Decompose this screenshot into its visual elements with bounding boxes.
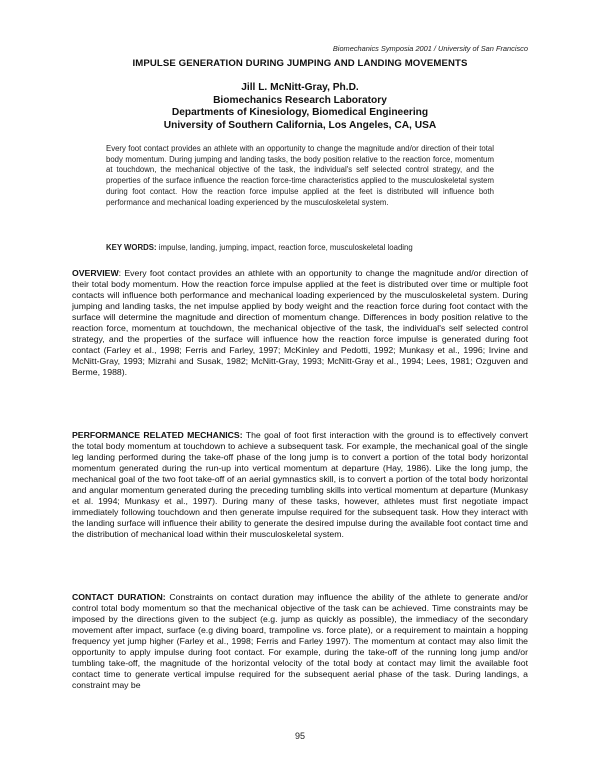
author-departments: Departments of Kinesiology, Biomedical Engineering [171, 107, 429, 119]
section-body: The goal of foot first interaction with the ground is to effectively convert the total body momentum at touchdown to achieve a subsequent task. For example, the mechanical goal of the single leg landing performed during the take-off phase of the long jump is to convert a portion of the total body horizontal momentum generated during the run-up into vertical momentum at departure (Hay, 1986). Like the long jump, the mechanical goal of the two foot take-off of an aerial gymnastics skill, is to convert a portion of the total body horizontal and angular momentum generated during the preceding tumbling skills into vertical momentum at departure (Munkasy et al. 1994; Munkasy et al., 1997). During many of these tasks, however, athletes must first negotiate impact immediately following touchdown and then generate impulse required for the subsequent task. How they interact with the landing surface will influence their ability to generate the desired impulse during the available foot contact time and the distribution of mechanical load within their musculoskeletal system. [72, 430, 528, 540]
section-heading-separator: : [118, 268, 122, 278]
author-university: University of Southern California, Los Angeles, CA, USA [163, 119, 437, 131]
section-performance-related-mechanics [72, 430, 528, 540]
paper-title: IMPULSE GENERATION DURING JUMPING AND LANDING MOVEMENTS [132, 58, 468, 69]
section-body: Constraints on contact duration may influence the ability of the athlete to generate and/or control total body momentum so that the mechanical objective of the task can be achieved. Time constraints may be imposed by the directions given to the subject (e.g. jump as quickly as possible), the immediacy of the secondary movement after impact, surface (e.g diving board, trampoline vs. force plate), or a requirement to maintain a hopping frequency yet jump higher (Farley et al., 1998; Ferris and Farley 1997). The momentum at contact may also limit the opportunity to apply impulse during foot contact. For example, during the take-off of the running long jump and/or tumbling take-off, the magnitude of the horizontal velocity of the total body at contact may limit the available foot contact time to generate vertical impulse required for the subsequent aerial phase of the task. During landings, a constraint may be [72, 592, 528, 691]
section-body: Every foot contact provides an athlete with an opportunity to change the magnitude and/or direction of their total body momentum. How the reaction force impulse applied at the feet is distributed over time or multiple foot contacts will influence both performance and mechanical loading experienced by the musculoskeletal system. During jumping and landing tasks, the net impulse applied by body weight and the reaction force during foot contact with the surface will determine the magnitude and direction of momentum change. Differences in body position relative to the reaction force, momentum at touchdown, the mechanical objective of the task, the individual's self selected control strategy, and the properties of the surface will influence how the reaction force impulse is generated during foot contact (Farley et al., 1998; Ferris and Farley, 1997; McKinley and Pedotti, 1992; Munkasy et al., 1996; Irvine and McNitt-Gray, 1993; Mizrahi and Susak, 1982; McNitt-Gray, 1993; McNitt-Gray et al., 1994; Lees, 1981; Ozguven and Berme, 1988). [72, 268, 528, 378]
keywords [106, 243, 510, 253]
author-block [72, 82, 528, 132]
author-lab: Biomechanics Research Laboratory [213, 94, 387, 106]
keywords-label: KEY WORDS: [106, 243, 157, 252]
section-overview [72, 268, 528, 378]
section-heading: CONTACT DURATION: [72, 592, 166, 602]
keywords-text: impulse, landing, jumping, impact, reaction force, musculoskeletal loading [158, 243, 413, 252]
author-name: Jill L. McNitt-Gray, Ph.D. [241, 82, 359, 93]
abstract: Every foot contact provides an athlete with an opportunity to change the magnitude and/or direction of their total body momentum. During jumping and landing tasks, the body position relative to the reaction force, momentum at touchdown, the mechanical objective of the task, the individual's self selected control strategy, and the properties of the surface influence the reaction force-time characteristics applied to the musculoskeletal system during foot contact. How the reaction force impulse applied at the feet is distributed will influence both performance and mechanical loading experienced by the musculoskeletal system. [106, 144, 494, 207]
section-contact-duration [72, 592, 528, 691]
running-header: Biomechanics Symposia 2001 / University of San Francisco [332, 44, 528, 53]
section-heading: OVERVIEW [72, 268, 119, 278]
page-number: 95 [294, 731, 305, 741]
section-heading: PERFORMANCE RELATED MECHANICS: [72, 430, 243, 440]
